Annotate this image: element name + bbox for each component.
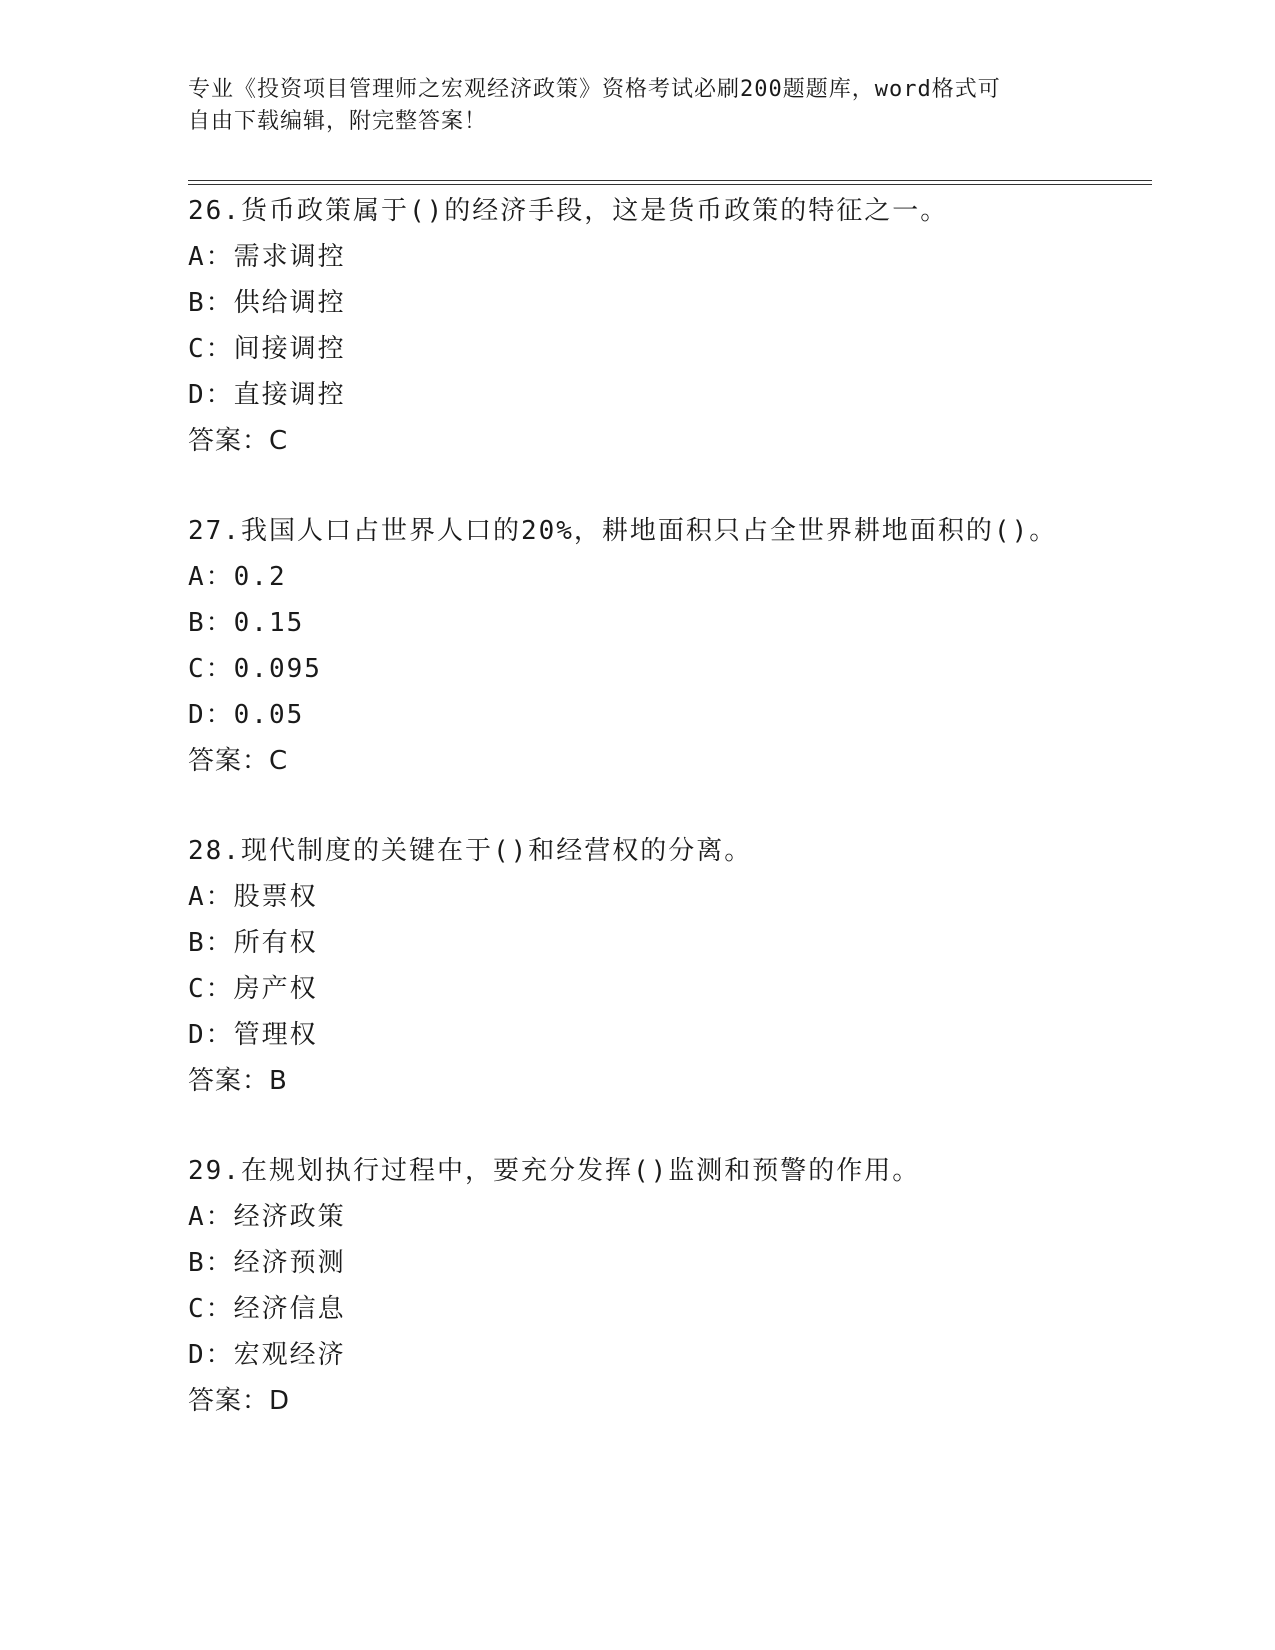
answer: 答案：C [188, 426, 289, 456]
option-a: A：股票权 [188, 882, 318, 912]
header-divider-top [188, 180, 1152, 181]
header-line-2: 自由下载编辑，附完整答案！ [188, 109, 488, 134]
question-stem: 28.现代制度的关键在于()和经营权的分离。 [188, 836, 753, 866]
option-c: C：房产权 [188, 974, 318, 1004]
option-b: B：0.15 [188, 608, 305, 638]
option-d: D：管理权 [188, 1020, 318, 1050]
question-26 [188, 188, 1188, 464]
answer: 答案：C [188, 746, 289, 776]
question-stem: 27.我国人口占世界人口的20%，耕地面积只占全世界耕地面积的()。 [188, 516, 1058, 546]
answer: 答案：B [188, 1066, 288, 1096]
question-27 [188, 508, 1188, 784]
header-line-1: 专业《投资项目管理师之宏观经济政策》资格考试必刷200题题库，word格式可 [188, 77, 1001, 102]
question-29 [188, 1148, 1188, 1424]
option-b: B：供给调控 [188, 288, 346, 318]
option-a: A：0.2 [188, 562, 287, 592]
option-a: A：需求调控 [188, 242, 346, 272]
header-divider-bottom [188, 184, 1152, 185]
answer: 答案：D [188, 1386, 291, 1416]
option-d: D：0.05 [188, 700, 305, 730]
option-b: B：经济预测 [188, 1248, 346, 1278]
option-c: C：经济信息 [188, 1294, 346, 1324]
option-a: A：经济政策 [188, 1202, 346, 1232]
question-28 [188, 828, 1188, 1104]
option-c: C：间接调控 [188, 334, 346, 364]
option-b: B：所有权 [188, 928, 318, 958]
option-d: D：宏观经济 [188, 1340, 346, 1370]
option-d: D：直接调控 [188, 380, 346, 410]
document-header [188, 74, 1088, 138]
question-stem: 29.在规划执行过程中，要充分发挥()监测和预警的作用。 [188, 1156, 921, 1186]
question-stem: 26.货币政策属于()的经济手段，这是货币政策的特征之一。 [188, 196, 949, 226]
option-c: C：0.095 [188, 654, 322, 684]
